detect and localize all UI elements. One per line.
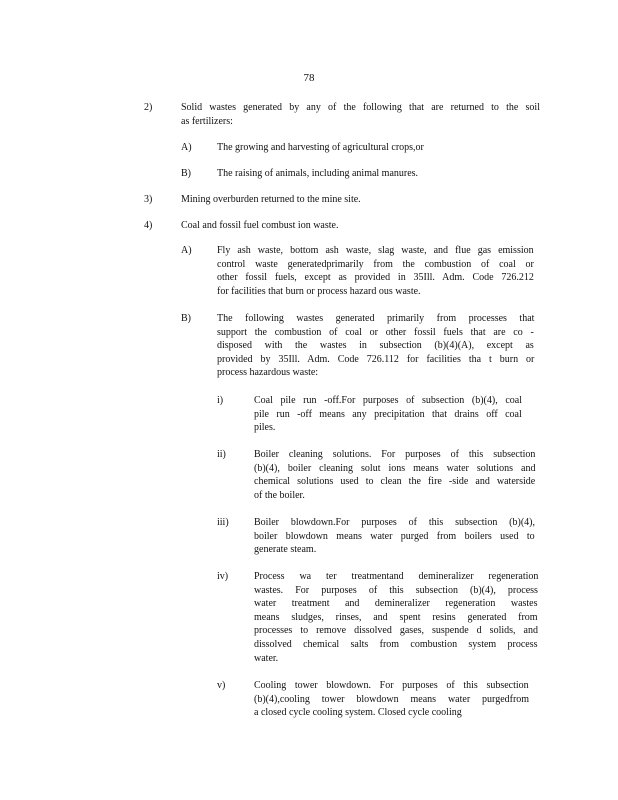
item-label: 2) xyxy=(144,102,153,113)
text-line: Solid wastes generated by any of the following that are returned to the soil xyxy=(181,102,540,113)
item-text xyxy=(217,244,534,298)
item-text xyxy=(217,312,534,380)
text-line: Boiler blowdown.For purposes of this subsection (b)(4), xyxy=(254,517,535,528)
text-line: Coal pile run -off.For purposes of subsection (b)(4), coal xyxy=(254,395,522,406)
text-line: process hazardous waste: xyxy=(217,367,319,379)
text-line: for facilities that burn or process hazard ous waste. xyxy=(217,285,421,297)
item-text xyxy=(217,167,540,181)
text-line: Fly ash waste, bottom ash waste, slag waste, and flue gas emission xyxy=(217,245,534,256)
item-label: A) xyxy=(181,142,192,153)
item-label: iv) xyxy=(217,571,229,582)
page-number: 78 xyxy=(303,72,315,84)
item-label: iii) xyxy=(217,517,229,528)
item-text xyxy=(254,394,522,435)
text-line: (b)(4),cooling tower blowdown means water purgedfrom xyxy=(254,693,530,705)
text-line: generate steam. xyxy=(254,544,317,556)
text-line: piles. xyxy=(254,422,276,434)
text-line: The following wastes generated primarily from processes that xyxy=(217,313,535,324)
item-text xyxy=(254,570,538,665)
text-line: chemical solutions used to clean the fire -side and waterside xyxy=(254,476,536,488)
text-line: boiler blowdown means water purged from boilers used to xyxy=(254,530,535,542)
text-line: water. xyxy=(254,652,279,664)
text-line: disposed with the wastes in subsection (b)(4)(A), except as xyxy=(217,340,534,352)
item-text xyxy=(254,679,529,720)
text-line: Process wa ter treatmentand demineralizer regeneration xyxy=(254,571,539,582)
text-line: The growing and harvesting of agricultural crops,or xyxy=(217,142,424,153)
text-line: pile run -off means any precipitation that drains off coal xyxy=(254,408,522,420)
item-label: B) xyxy=(181,168,191,179)
item-label: i) xyxy=(217,395,224,406)
text-line: Coal and fossil fuel combust ion waste. xyxy=(181,220,339,231)
item-label: ii) xyxy=(217,449,226,460)
text-line: support the combustion of coal or other fossil fuels that are co - xyxy=(217,326,534,338)
item-text xyxy=(181,101,540,128)
text-line: Mining overburden returned to the mine site. xyxy=(181,194,361,205)
item-label: 3) xyxy=(144,194,153,205)
text-line: Boiler cleaning solutions. For purposes of this subsection xyxy=(254,449,536,460)
item-text xyxy=(181,193,540,207)
text-line: provided by 35Ill. Adm. Code 726.112 for facilities tha t burn or xyxy=(217,353,535,365)
item-text xyxy=(254,448,535,502)
text-line: as fertilizers: xyxy=(181,115,233,127)
item-text xyxy=(254,516,535,557)
item-text xyxy=(217,141,540,155)
text-line: Cooling tower blowdown. For purposes of this subsection xyxy=(254,680,529,691)
text-line: processes to remove dissolved gases, suspende d solids, and xyxy=(254,625,538,637)
text-line: other fossil fuels, except as provided in 35Ill. Adm. Code 726.212 xyxy=(217,272,534,284)
text-line: of the boiler. xyxy=(254,489,305,501)
item-label: B) xyxy=(181,313,191,324)
item-text xyxy=(181,219,540,233)
item-label: 4) xyxy=(144,220,153,231)
text-line: a closed cycle cooling system. Closed cycle cooling xyxy=(254,707,462,719)
text-line: water treatment and demineralizer regeneration wastes xyxy=(254,598,538,610)
text-line: wastes. For purposes of this subsection (b)(4), process xyxy=(254,584,538,596)
text-line: dissolved chemical salts from combustion system process xyxy=(254,638,538,650)
text-line: control waste generatedprimarily from the combustion of coal or xyxy=(217,258,534,270)
text-line: means sludges, rinses, and spent resins generated from xyxy=(254,611,538,623)
item-label: A) xyxy=(181,245,192,256)
text-line: (b)(4), boiler cleaning solut ions means water solutions and xyxy=(254,462,536,474)
item-label: v) xyxy=(217,680,226,691)
text-line: The raising of animals, including animal manures. xyxy=(217,168,419,179)
